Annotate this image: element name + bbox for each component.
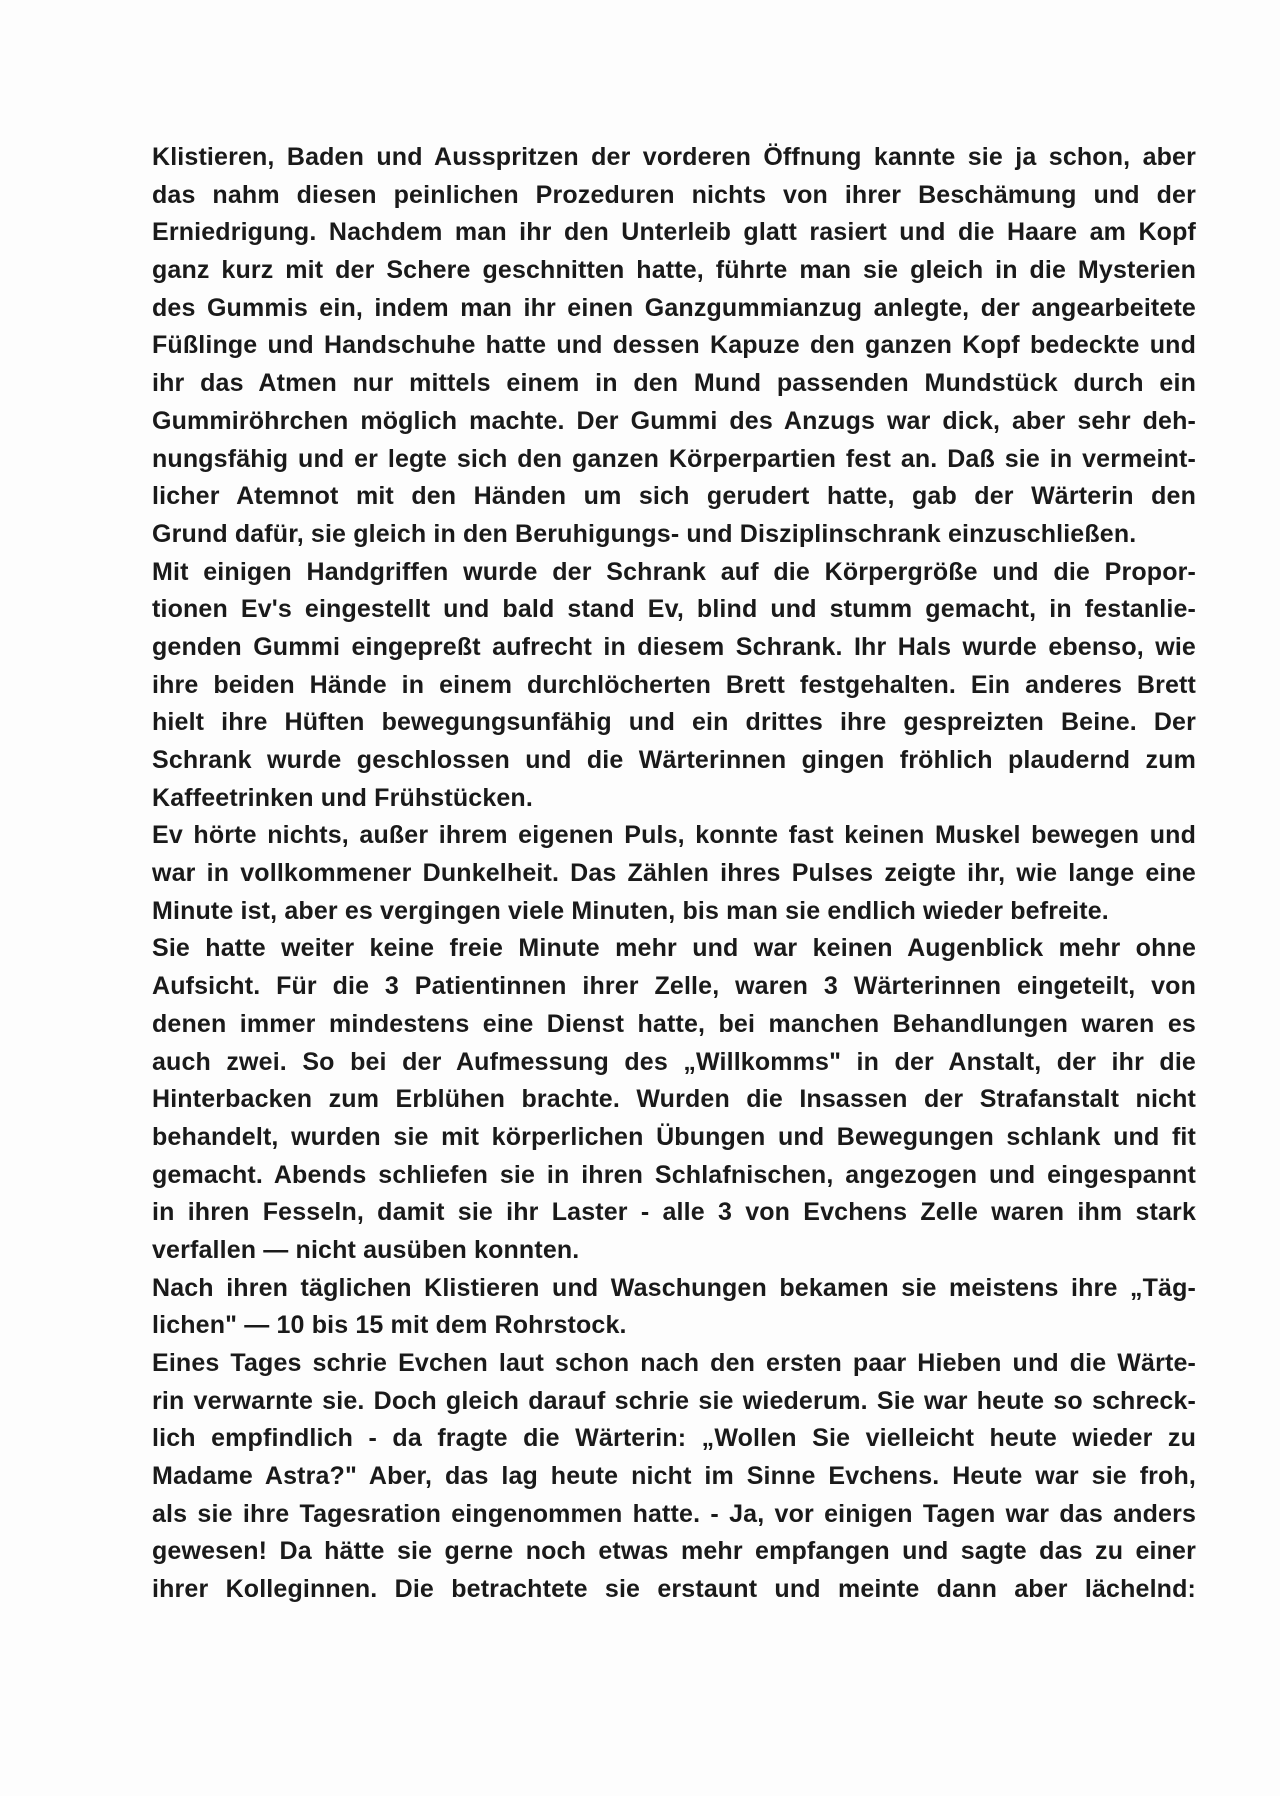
text-line: lich empfindlich - da fragte die Wärterin: „Wollen Sie vielleicht heute wieder zu <box>152 1424 1196 1453</box>
text-line: Sie hatte weiter keine freie Minute mehr und war keinen Augenblick mehr ohne <box>152 934 1196 963</box>
text-line: Eines Tages schrie Evchen laut schon nach den ersten paar Hieben und die Wärte- <box>152 1349 1196 1377</box>
text-line: genden Gummi eingepreßt aufrecht in diesem Schrank. Ihr Hals wurde ebenso, wie <box>152 632 1196 661</box>
text-line: war in vollkommener Dunkelheit. Das Zählen ihres Pulses zeigte ihr, wie lange eine <box>152 859 1196 888</box>
text-line: licher Atemnot mit den Händen um sich gerudert hatte, gab der Wärterin den <box>152 482 1196 511</box>
text-line: ihr das Atmen nur mittels einem in den Mund passenden Mundstück durch ein <box>152 369 1196 398</box>
text-line: denen immer mindestens eine Dienst hatte, bei manchen Behandlungen waren es <box>152 1009 1196 1038</box>
text-line: Schrank wurde geschlossen und die Wärterinnen gingen fröhlich plaudernd zum <box>152 746 1196 774</box>
text-line: nungsfähig und er legte sich den ganzen Körperpartien fest an. Daß sie in vermeint- <box>152 444 1196 473</box>
text-line: Gummiröhrchen möglich machte. Der Gummi des Anzugs war dick, aber sehr deh- <box>152 406 1196 435</box>
text-line: Füßlinge und Handschuhe hatte und dessen Kapuze den ganzen Kopf bedeckte und <box>152 331 1196 360</box>
text-line: gewesen! Da hätte sie gerne noch etwas mehr empfangen und sagte das zu einer <box>152 1537 1196 1566</box>
text-line: ihre beiden Hände in einem durchlöcherten Brett festgehalten. Ein anderes Brett <box>152 670 1196 699</box>
text-line: gemacht. Abends schliefen sie in ihren Schlafnischen, angezogen und eingespannt <box>152 1160 1196 1189</box>
text-line: Nach ihren täglichen Klistieren und Waschungen bekamen sie meistens ihre „Täg- <box>152 1273 1196 1302</box>
text-line: ihrer Kolleginnen. Die betrachtete sie erstaunt und meinte dann aber lächelnd: <box>152 1575 1196 1604</box>
text-line: Minute ist, aber es vergingen viele Minuten, bis man sie endlich wieder befreite. <box>152 896 1109 925</box>
text-line: des Gummis ein, indem man ihr einen Ganzgummianzug anlegte, der angearbeitete <box>152 293 1196 322</box>
text-line: rin verwarnte sie. Doch gleich darauf schrie sie wiederum. Sie war heute so schreck- <box>152 1386 1196 1415</box>
text-line: das nahm diesen peinlichen Prozeduren nichts von ihrer Beschämung und der <box>152 180 1196 209</box>
text-line: Hinterbacken zum Erblühen brachte. Wurden die Insassen der Strafanstalt nicht <box>152 1085 1196 1114</box>
text-line: lichen" — 10 bis 15 mit dem Rohrstock. <box>152 1311 627 1340</box>
text-line: Madame Astra?" Aber, das lag heute nicht im Sinne Evchens. Heute war sie froh, <box>152 1462 1196 1491</box>
text-line: verfallen — nicht ausüben konnten. <box>152 1235 580 1264</box>
text-line: Mit einigen Handgriffen wurde der Schrank auf die Körpergröße und die Propor- <box>152 557 1196 586</box>
text-line: behandelt, wurden sie mit körperlichen Übungen und Bewegungen schlank und fit <box>152 1122 1196 1151</box>
text-line: hielt ihre Hüften bewegungsunfähig und ein drittes ihre gespreizten Beine. Der <box>152 708 1196 737</box>
text-line: Kaffeetrinken und Frühstücken. <box>152 783 533 812</box>
text-line: Ev hörte nichts, außer ihrem eigenen Puls, konnte fast keinen Muskel bewegen und <box>152 821 1196 850</box>
body-text <box>152 139 1196 1609</box>
text-line: als sie ihre Tagesration eingenommen hatte. - Ja, vor einigen Tagen war das anders <box>152 1499 1196 1528</box>
text-line: Aufsicht. Für die 3 Patientinnen ihrer Zelle, waren 3 Wärterinnen eingeteilt, von <box>152 972 1196 1001</box>
text-line: auch zwei. So bei der Aufmessung des „Willkomms" in der Anstalt, der ihr die <box>152 1047 1196 1076</box>
text-line: Erniedrigung. Nachdem man ihr den Unterleib glatt rasiert und die Haare am Kopf <box>152 218 1196 247</box>
text-line: in ihren Fesseln, damit sie ihr Laster - alle 3 von Evchens Zelle waren ihm stark <box>152 1198 1196 1227</box>
text-line: Grund dafür, sie gleich in den Beruhigungs- und Disziplinschrank einzuschließen. <box>152 519 1137 548</box>
text-line: Klistieren, Baden und Ausspritzen der vorderen Öffnung kannte sie ja schon, aber <box>152 143 1196 171</box>
text-line: tionen Ev's eingestellt und bald stand Ev, blind und stumm gemacht, in festanlie- <box>152 595 1196 624</box>
text-line: ganz kurz mit der Schere geschnitten hatte, führte man sie gleich in die Mysterien <box>152 256 1196 285</box>
